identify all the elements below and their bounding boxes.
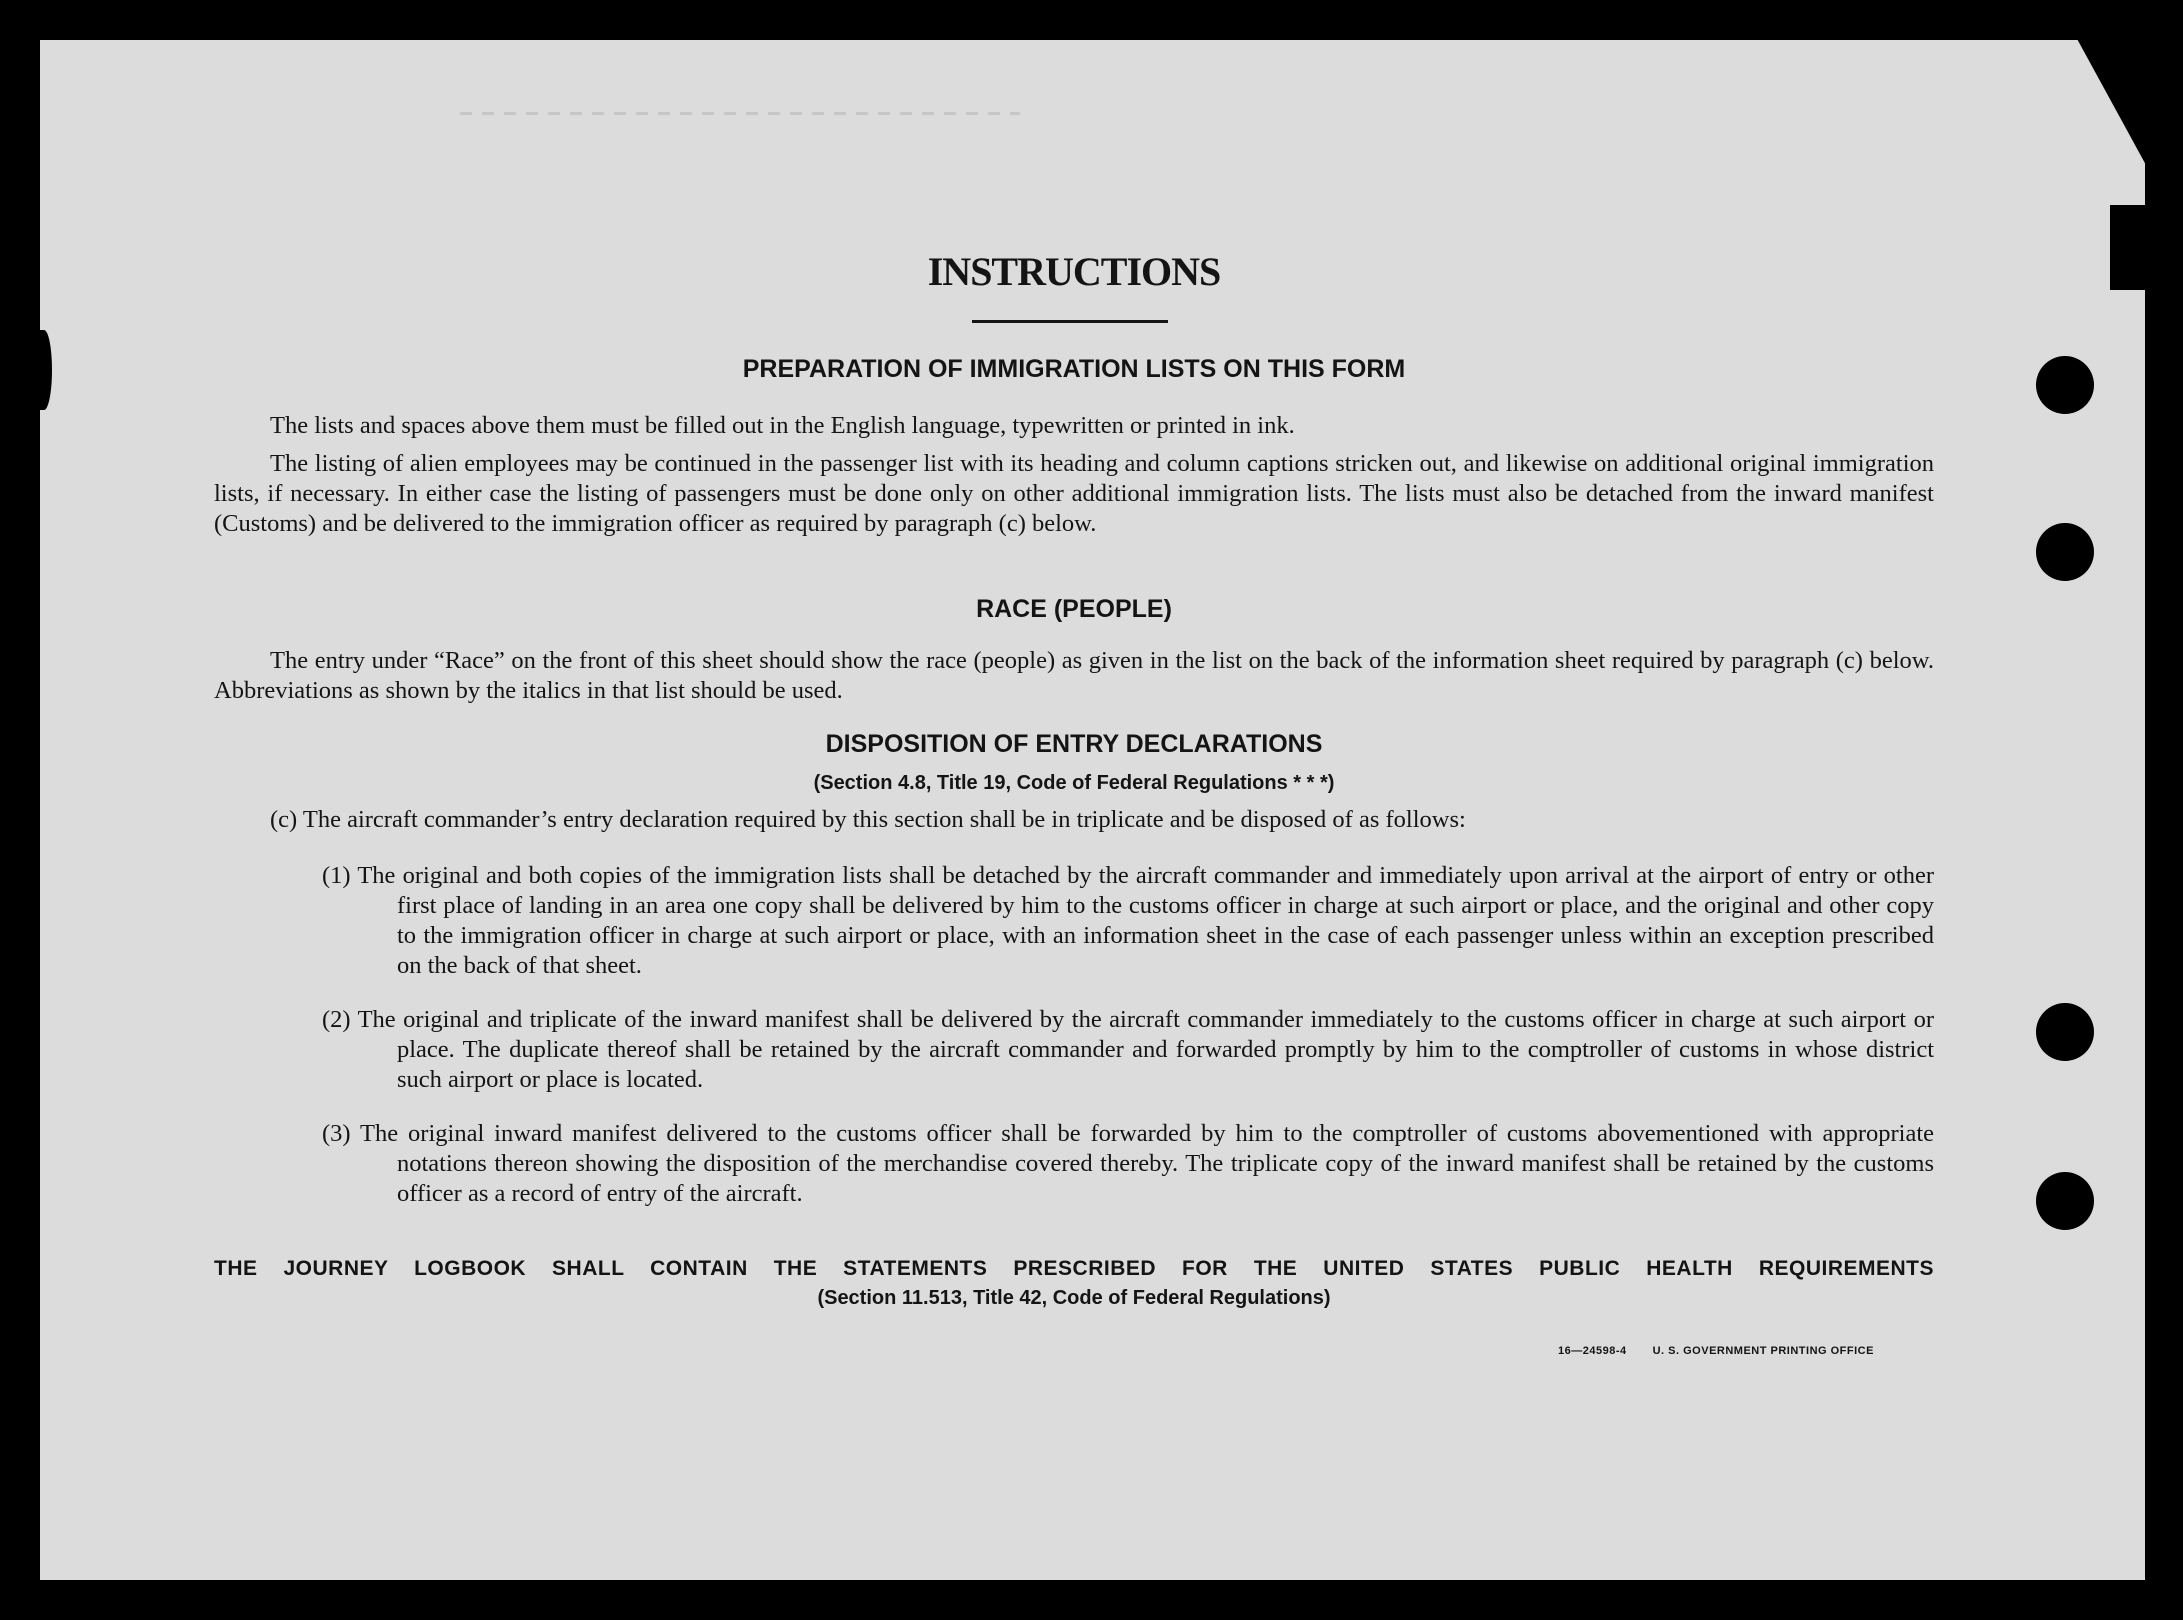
printer-imprint xyxy=(1558,1345,1900,1357)
list-item-text: (3) The original inward manifest delivered to the customs officer shall be forwarded by him to the comptroller of customs abovementioned with appropriate notations thereon showing the disposition of the merchandise covered thereby. The triplicate copy of the inward manifest shall be retained by the customs officer as a record of entry of the aircraft. xyxy=(322,1120,1934,1207)
section-heading-race: RACE (PEOPLE) xyxy=(976,595,1172,623)
page-title: INSTRUCTIONS xyxy=(927,249,1221,294)
punch-hole xyxy=(2036,523,2094,581)
list-item xyxy=(322,1005,1934,1095)
title-underline xyxy=(972,320,1168,323)
section-heading-preparation: PREPARATION OF IMMIGRATION LISTS ON THIS FORM xyxy=(742,355,1406,383)
paragraph-listing: The listing of alien employees may be continued in the passenger list with its heading and column captions stricken out, and likewise on additional original immigration lists, if necessary. In either case the listing of passengers must be done only on other additional immigration lists. The lists must also be detached from the inward manifest (Customs) and be delivered to the immigration officer as required by paragraph (c) below. xyxy=(214,450,1934,537)
footer-statement: THE JOURNEY LOGBOOK SHALL CONTAIN THE STATEMENTS PRESCRIBED FOR THE UNITED STATES PUBLIC HEALTH REQUIREMENTS xyxy=(214,1257,1934,1280)
paragraph-race: The entry under “Race” on the front of this sheet should show the race (people) as given in the list on the back of the information sheet required by paragraph (c) below. Abbreviations as shown by the italics in that list should be used. xyxy=(214,647,1934,704)
paragraph-language: The lists and spaces above them must be filled out in the English language, typewritten or printed in ink. xyxy=(270,412,1295,439)
list-item-text: (1) The original and both copies of the immigration lists shall be detached by the aircraft commander and immediately upon arrival at the airport of entry or other first place of landing in an area one copy shall be delivered by him to the customs officer in charge at such airport or place, and the original and other copy to the immigration officer in charge at such airport or place, with an information sheet in the case of each passenger unless within an exception prescribed on the back of that sheet. xyxy=(322,862,1934,979)
list-item-text: (2) The original and triplicate of the inward manifest shall be delivered by the aircraft commander immediately to the customs officer in charge at such airport or place. The duplicate thereof shall be retained by the aircraft commander and forwarded promptly by him to the comptroller of customs in whose district such airport or place is located. xyxy=(322,1006,1934,1093)
list-item xyxy=(322,1119,1934,1209)
binder-tab-left xyxy=(36,330,52,410)
form-number: 16—24598-4 xyxy=(1558,1345,1627,1357)
bleed-through-text xyxy=(460,112,1020,115)
list-item xyxy=(322,861,1934,981)
printer-name: U. S. GOVERNMENT PRINTING OFFICE xyxy=(1652,1345,1874,1357)
footer-citation: (Section 11.513, Title 42, Code of Federal Regulations) xyxy=(817,1287,1331,1309)
punch-hole xyxy=(2036,1003,2094,1061)
punch-hole xyxy=(2036,356,2094,414)
binder-tab xyxy=(2110,205,2150,290)
paragraph-intro: (c) The aircraft commander’s entry declaration required by this section shall be in triplicate and be disposed of as follows: xyxy=(270,806,1466,833)
section-heading-disposition: DISPOSITION OF ENTRY DECLARATIONS xyxy=(825,730,1323,758)
punch-hole xyxy=(2036,1172,2094,1230)
section-citation: (Section 4.8, Title 19, Code of Federal Regulations * * *) xyxy=(813,772,1335,794)
